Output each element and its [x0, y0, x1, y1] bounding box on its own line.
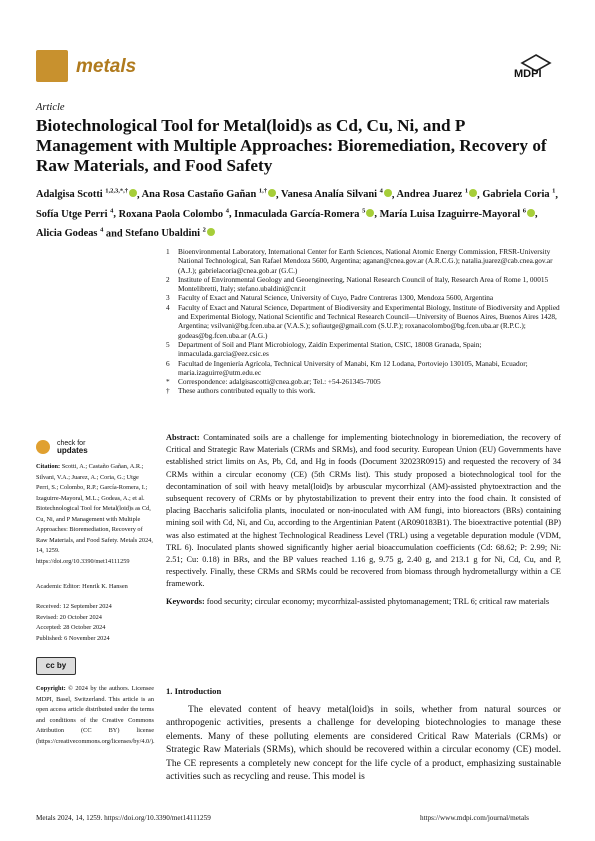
author-affil-sup: 4 [225, 207, 229, 215]
check-line1: check for [57, 439, 86, 447]
author-name: Sofía Utge Perri $^4$ [36, 207, 114, 220]
journal-name: metals [76, 56, 137, 77]
citation-block [36, 462, 154, 567]
affiliation-number: 2 [166, 274, 170, 284]
affiliation-text: Faculty of Exact and Natural Science, University of Cuyo, Padre Contreras 1300, Mendoza 5600, Argentina [178, 293, 494, 303]
copyright-label: Copyright: [36, 685, 66, 692]
check-line2: updates [57, 445, 88, 455]
author-affil-sup: 5 [362, 207, 366, 215]
affiliation-text: Facultad de Ingeniería Agrícola, Technical University of Manabi, Km 12 Lodana, Portoviejo 130105, Manabi, Ecuador; maria.izaguirre@utm.edu.ec [178, 358, 528, 377]
affiliation-item [166, 377, 561, 386]
affiliation-number: † [166, 386, 170, 396]
abstract [166, 432, 561, 591]
check-updates-icon [36, 440, 50, 454]
author-affil-sup: 4 [100, 226, 104, 234]
footer-url[interactable]: https://www.mdpi.com/journal/metals [420, 814, 529, 822]
affiliation-item [166, 293, 561, 302]
orcid-icon[interactable] [129, 189, 137, 197]
author-list: Adalgisa Scotti $^{1,2,3,*,\dagger}$ , Ana Rosa Castaño Gañan $^{1,\dagger}$ , Vanesa Analía Silvani $^4$ , Andrea Juarez $^1$ , Gabriela Coria $^1$, Sofía Utge Perri $^4$, Roxana Paola Colombo $^4$, Inmaculada García-Romera $^5$ , María Luisa Izaguirre-Mayoral $^6$ , Alicia Godeas $^4$ and Stefano Ubaldini $^2$ [36, 188, 559, 240]
check-for-updates[interactable] [36, 438, 88, 456]
cc-license-icon[interactable]: cc by [36, 657, 76, 675]
affiliations [166, 247, 561, 396]
affiliation-item [166, 303, 561, 340]
author-name: Stefano Ubaldini $^2$ [125, 228, 215, 239]
section-body: The elevated content of heavy metal(loid)s in soils, whether from natural sources or anthropogenic activities, presents a challenge for developing biotechnologies to manage these elements. Many of these polluting elements are considered Critical Raw Materials (CRMs) or Strategic Raw Materials (SRMs), which should be recovered within a circular economy (CE) model. The CE represents a completely new concept for the life cycle of a product, emphasizing sustainable activities such as recycling and reuse. This model is [166, 704, 561, 783]
affiliation-number: 3 [166, 293, 170, 303]
author-affil-sup: 4 [379, 188, 383, 195]
journal-logo [36, 50, 68, 82]
author-affil-sup: 1,2,3,*,† [105, 188, 129, 195]
affiliation-item [166, 359, 561, 378]
abstract-text: Contaminated soils are a challenge for implementing biotechnology in bioremediation, the recovery of Critical and Strategic Raw Materials (CRMs and SRMs), and food security. European Union (EU) Governments have established strict limits on As, Pb, Cd, and Hg in foods (Document 32023R0915) and requested the recovery of 34 CRMs within a circular economy (CE) (5th CRMs list). This study proposed a biotechnological tool for the decontamination of soil with heavy metal(loid)s by arbuscular mycorrhizal (AM)-assisted phytoextraction and the subsequent recovery of CRMs or by phytostabilization to prevent their entry into the food chain. It consisted of placing Baccharis salicifolia plants, inoculated or non-inoculated with AM fungi, into bioreactors (BRs) containing mining soil with Cd, Ni, and Cu, according to the Argentinian Patent (AR090183B1). The bioextractive potential (BP) was also estimated at the highest Technological Readiness Level (TRL) using a vegetable depuration module (VDM, TRL 6). Inoculated plants showed significantly higher aerial bioaccumulation coefficients (Cd: 68.62; P: 2.99; Ni: 2.51; Cu: 0.18) in BRs, and the BP values reached 1.16 g, 9.75 g, 2.40 g, and 213.1 g for Ni, Cd, Cu, and P, respectively. Finally, these CRMs and SRMs could be recovered from biomass through hydrometallurgy within a CE framework. [166, 433, 561, 589]
affiliation-number: * [166, 377, 170, 387]
orcid-icon[interactable] [384, 189, 392, 197]
abstract-label: Abstract: [166, 433, 200, 442]
affiliation-item [166, 340, 561, 359]
affiliation-text: Bioenvironmental Laboratory, International Center for Earth Sciences, National Atomic Energy Commission, FRSR-University National Technological, San Rafael Mendoza 5600, Argentina; aganan@cnea.gov.ar (A.R.C.G.); natalia.juarez@cab.cnea.gov.ar (A.J.); gabrielacoria@cnea.gob.ar (G.C.) [178, 247, 553, 275]
keywords-text: food security; circular economy; mycorrhizal-assisted phytomanagement; TRL 6; critical raw materials [206, 597, 550, 606]
affiliation-item [166, 275, 561, 294]
author-affil-sup: 1,† [258, 188, 267, 195]
keywords [166, 596, 561, 608]
orcid-icon[interactable] [268, 189, 276, 197]
copyright-text: © 2024 by the authors. Licensee MDPI, Basel, Switzerland. This article is an open access article distributed under the terms and conditions of the Creative Commons Attribution (CC BY) license (https://creativecommons.org/licenses/by/4.0/). [36, 685, 155, 745]
citation-text: Scotti, A.; Castaño Gañan, A.R.; Silvani, V.A.; Juarez, A.; Coria, G.; Utge Perri, S.; Colombo, R.P.; García-Romera, I.; Izaguirre-Mayoral, M.L.; Godeas, A.; et al. Biotechnological Tool for Metal(loid)s as Cd, Cu, Ni, and P Management with Multiple Approaches: Bioremediation, Recovery of Raw Materials, and Food Safety. Metals 2024, 14, 1259. https://doi.org/10.3390/met14111259 [36, 463, 153, 565]
affiliation-text: Department of Soil and Plant Microbiology, Zaidín Experimental Station, CSIC, 18008 Granada, Spain; inmaculada.garcia@eez.csic.es [178, 339, 482, 359]
author-affil-sup: 1 [552, 188, 556, 195]
affiliation-number: 1 [166, 247, 170, 256]
citation-label: Citation: [36, 463, 61, 470]
academic-editor: Academic Editor: Henrik K. Hansen [36, 583, 128, 590]
author-affil-sup: 4 [110, 207, 114, 215]
published-date: Published: 6 November 2024 [36, 634, 110, 642]
author-name: Gabriela Coria $^1$ [482, 188, 556, 201]
section-heading: 1. Introduction [166, 686, 222, 696]
author-name: Adalgisa Scotti $^{1,2,3,*,\dagger}$ [36, 189, 137, 200]
received-date: Received: 12 September 2024 [36, 603, 112, 610]
publisher-name: MDPI [514, 68, 542, 80]
orcid-icon[interactable] [469, 189, 477, 197]
author-name: Roxana Paola Colombo $^4$ [118, 207, 229, 220]
orcid-icon[interactable] [527, 209, 535, 217]
affiliation-number: 4 [166, 302, 170, 312]
affiliation-text: Institute of Environmental Geology and Geoengineering, National Research Council of Italy, Research Area of Rome 1, 00015 Montelibretti, Italy; stefano.ubaldini@cnr.it [178, 274, 549, 294]
affiliation-item [166, 247, 561, 275]
author-affil-sup: 6 [522, 207, 527, 215]
author-affil-sup: 2 [202, 226, 206, 234]
revised-date: Revised: 20 October 2024 [36, 613, 102, 621]
footer-citation: Metals 2024, 14, 1259. https://doi.org/10.3390/met14111259 [36, 814, 211, 822]
orcid-icon[interactable] [366, 209, 374, 217]
accepted-date: Accepted: 28 October 2024 [36, 624, 106, 631]
affiliation-text: Correspondence: adalgisascotti@cnea.gob.ar; Tel.: +54-261345-7005 [178, 377, 381, 387]
orcid-icon[interactable] [207, 228, 215, 236]
article-type: Article [36, 102, 65, 113]
affiliation-text: Faculty of Exact and Natural Science, Department of Biodiversity and Experimental Biology, Institute of Biodiversity and Applied and Experimental Biology, National Scientific and Technical Research Council—University of Buenos Aires, Buenos Aires 1428, Argentina; vsilvani@bg.fcen.uba.ar (V.A.S.); sofiautge@gmail.com (S.U.P.); roxanacolombo@bg.fcen.uba.ar (R.P.C.); godeas@bg.fcen.uba.ar (A.G.) [178, 302, 560, 340]
copyright-block [36, 684, 154, 747]
author-affil-sup: 1 [464, 188, 469, 195]
keywords-label: Keywords: [166, 597, 205, 606]
author-name: Vanesa Analía Silvani $^4$ [281, 189, 392, 200]
author-name: Alicia Godeas $^4$ [36, 226, 104, 240]
affiliation-item [166, 386, 561, 395]
dates-block [36, 602, 154, 644]
author-name: Inmaculada García-Romera $^5$ [234, 209, 374, 220]
author-name: Andrea Juarez $^1$ [397, 189, 478, 200]
author-name: María Luisa Izaguirre-Mayoral $^6$ [380, 209, 535, 220]
author-name: Ana Rosa Castaño Gañan $^{1,\dagger}$ [142, 189, 276, 200]
affiliation-number: 6 [166, 358, 170, 368]
affiliation-number: 5 [166, 339, 170, 349]
affiliation-text: These authors contributed equally to this work. [178, 386, 316, 396]
article-title: Biotechnological Tool for Metal(loid)s as Cd, Cu, Ni, and P Management with Multiple Approaches: Bioremediation, Recovery of Raw Materials, and Food Safety [36, 116, 547, 175]
